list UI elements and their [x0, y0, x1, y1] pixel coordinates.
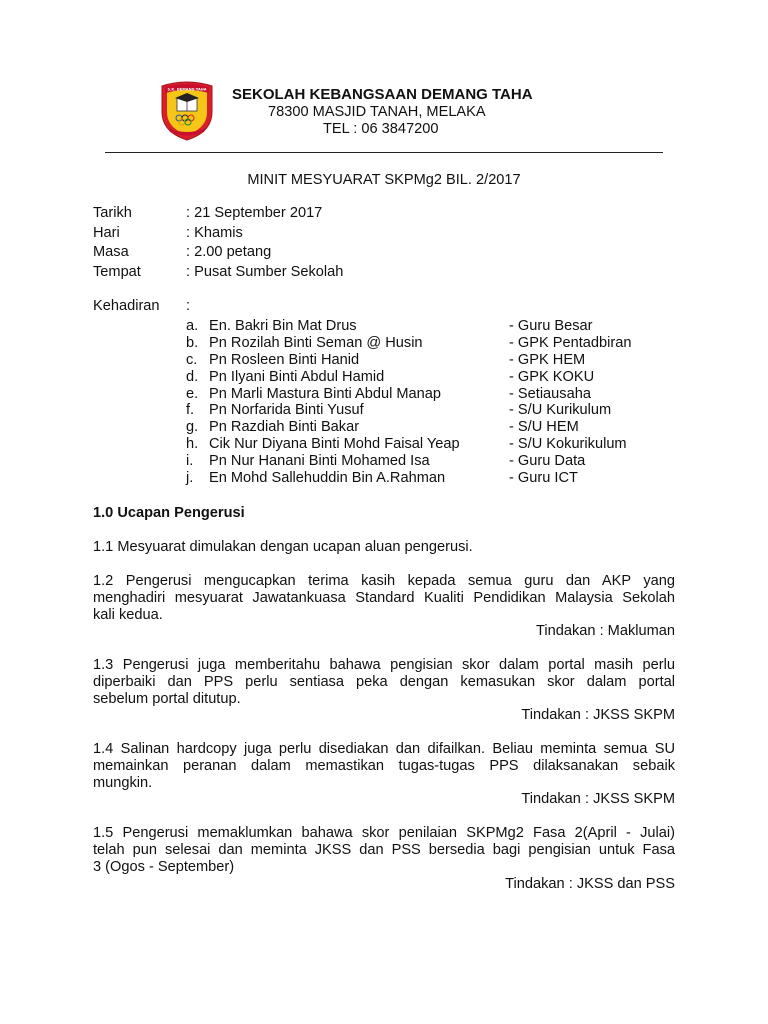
minute-item-1-5: [93, 825, 675, 876]
attendee-letter: i.: [186, 453, 194, 470]
attendee-name: Pn Razdiah Binti Bakar: [209, 419, 360, 436]
attendee-letter: b.: [186, 334, 199, 351]
attendee-letter: j.: [186, 470, 194, 487]
action-note: Tindakan : JKSS dan PSS: [505, 876, 675, 892]
attendee-letter: g.: [186, 419, 199, 436]
action-note: Tindakan : JKSS SKPM: [521, 791, 675, 807]
letterhead-divider: [105, 152, 663, 153]
paragraph-line: kali kedua.: [93, 607, 163, 623]
attendee-row: [0, 453, 768, 470]
action-note: Tindakan : JKSS SKPM: [521, 707, 675, 723]
attendee-row: [0, 335, 768, 352]
attendee-role: - Guru Data: [509, 453, 586, 470]
attendee-name: En. Bakri Bin Mat Drus: [209, 318, 357, 334]
paragraph-line: 1.5 Pengerusi memaklumkan bahawa skor penilaian SKPMg2 Fasa 2(April - Julai): [93, 825, 675, 841]
attendee-row: [0, 419, 768, 436]
minute-item-1-4: [93, 741, 675, 792]
attendee-role: - S/U Kurikulum: [509, 402, 612, 419]
detail-value: : 2.00 petang: [186, 244, 272, 260]
attendee-letter: h.: [186, 436, 199, 453]
document-title: MINIT MESYUARAT SKPMg2 BIL. 2/2017: [247, 172, 521, 188]
attendee-role: - S/U Kokurikulum: [509, 436, 627, 453]
school-phone: TEL : 06 3847200: [323, 121, 439, 137]
attendee-row: [0, 318, 768, 335]
attendee-letter: e.: [186, 385, 199, 402]
attendee-row: [0, 352, 768, 369]
paragraph-line: memainkan peranan dalam memastikan tugas-tugas PPS dilaksanakan sebaik: [93, 758, 675, 774]
attendee-role: - Setiausaha: [509, 385, 591, 402]
attendee-name: Pn Rozilah Binti Seman @ Husin: [209, 334, 423, 351]
attendee-name: Pn Rosleen Binti Hanid: [209, 351, 360, 368]
paragraph-line: telah pun selesai dan meminta JKSS dan PSS bersedia bagi pengisian untuk Fasa: [93, 842, 675, 858]
attendee-role: - Guru Besar: [509, 318, 593, 334]
attendee-letter: a.: [186, 318, 199, 334]
attendee-role: - Guru ICT: [509, 470, 578, 487]
attendee-row: [0, 386, 768, 403]
detail-value: : Khamis: [186, 224, 243, 241]
paragraph-line: menghadiri mesyuarat Jawatankuasa Standard Kualiti Pendidikan Malaysia Sekolah: [93, 590, 675, 606]
attendee-row: [0, 470, 768, 487]
detail-label: Tarikh: [93, 205, 132, 221]
attendee-name: En Mohd Sallehuddin Bin A.Rahman: [209, 470, 446, 487]
crest-motto: S.K. DEMANG TAHA: [167, 87, 207, 92]
paragraph-line: 3 (Ogos - September): [93, 859, 235, 875]
school-name: SEKOLAH KEBANGSAAN DEMANG TAHA: [232, 86, 533, 103]
attendee-name: Pn Nur Hanani Binti Mohamed Isa: [209, 453, 430, 470]
attendee-name: Pn Ilyani Binti Abdul Hamid: [209, 368, 385, 385]
detail-label: Hari: [93, 224, 120, 241]
detail-value: : Pusat Sumber Sekolah: [186, 263, 344, 280]
paragraph-line: 1.2 Pengerusi mengucapkan terima kasih kepada semua guru dan AKP yang: [93, 573, 675, 589]
attendee-name: Cik Nur Diyana Binti Mohd Faisal Yeap: [209, 436, 460, 453]
attendee-name: Pn Marli Mastura Binti Abdul Manap: [209, 385, 441, 402]
paragraph-line: 1.4 Salinan hardcopy juga perlu disediakan dan difailkan. Beliau meminta semua SU: [93, 741, 675, 757]
minute-item-1-3: [93, 657, 675, 708]
school-crest-logo: [156, 78, 218, 142]
attendee-row: [0, 436, 768, 453]
attendee-letter: d.: [186, 368, 199, 385]
attendee-row: [0, 402, 768, 419]
attendee-role: - GPK Pentadbiran: [509, 334, 632, 351]
attendee-role: - S/U HEM: [509, 419, 579, 436]
attendee-role: - GPK KOKU: [509, 368, 595, 385]
detail-label: Masa: [93, 244, 129, 260]
action-note: Tindakan : Makluman: [536, 623, 675, 639]
paragraph-line: mungkin.: [93, 775, 153, 791]
minute-item-1-1: [93, 539, 675, 556]
attendee-letter: f.: [186, 402, 195, 419]
minute-item-1-2: [93, 573, 675, 624]
attendee-role: - GPK HEM: [509, 351, 586, 368]
attendance-label: Kehadiran: [93, 298, 160, 314]
paragraph-line: diperbaiki dan PPS perlu sentiasa peka dengan kemasukan skor dalam portal: [93, 674, 675, 690]
attendance-colon: :: [186, 298, 191, 314]
paragraph-line: sebelum portal ditutup.: [93, 691, 241, 707]
attendee-letter: c.: [186, 351, 198, 368]
paragraph-line: 1.3 Pengerusi juga memberitahu bahawa pengisian skor dalam portal masih perlu: [93, 657, 675, 673]
attendee-row: [0, 369, 768, 386]
detail-label: Tempat: [93, 263, 141, 280]
detail-value: : 21 September 2017: [186, 205, 323, 221]
attendance-list: [0, 318, 768, 487]
paragraph-line: 1.1 Mesyuarat dimulakan dengan ucapan aluan pengerusi.: [93, 539, 473, 555]
school-address: 78300 MASJID TANAH, MELAKA: [268, 104, 486, 120]
attendee-name: Pn Norfarida Binti Yusuf: [209, 402, 364, 419]
section-heading: 1.0 Ucapan Pengerusi: [93, 505, 245, 521]
